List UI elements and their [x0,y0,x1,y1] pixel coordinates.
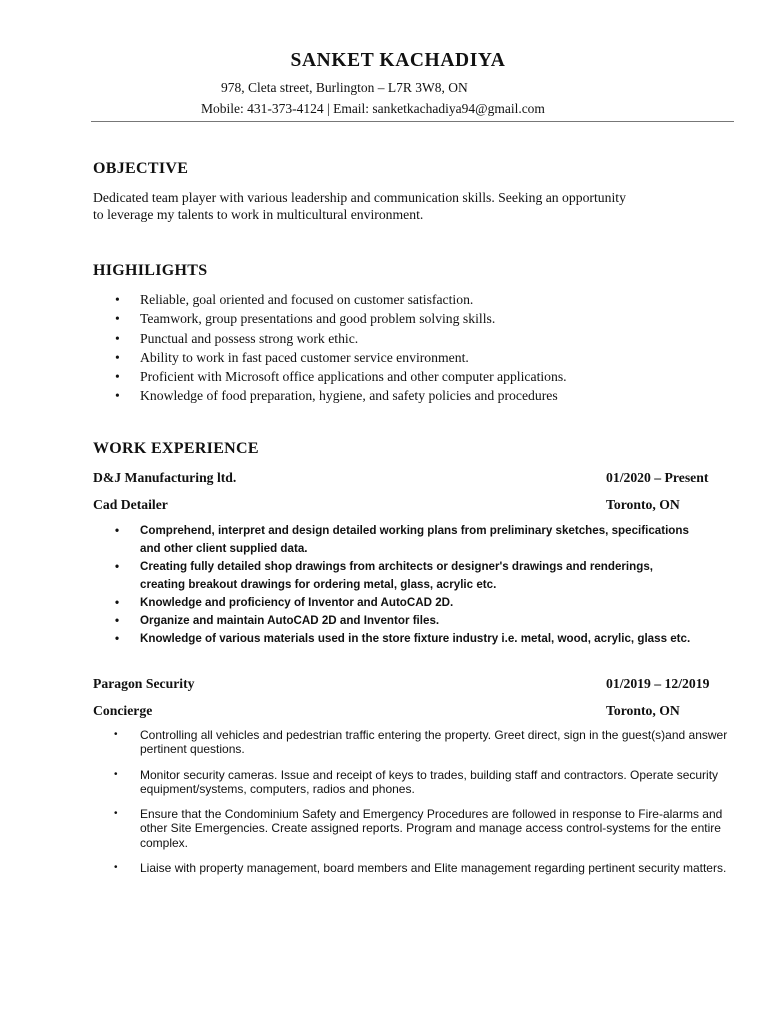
job-company: Paragon Security [93,676,195,691]
highlights-heading: HIGHILIGHTS [93,262,208,279]
list-item [115,594,700,612]
highlight-text: Ability to work in fast paced customer service environment. [140,349,469,365]
duty-text: Comprehend, interpret and design detailed working plans from preliminary sketches, specifications and other client supplied data. [140,524,689,555]
list-item [114,861,735,876]
list-item [115,310,567,329]
highlights-list [115,291,567,407]
list-item [115,291,567,310]
list-item [115,330,567,349]
list-item [115,612,700,630]
job-duties-list [115,522,700,648]
list-item [115,522,700,558]
list-item [115,558,700,594]
bullet-icon: • [115,560,120,573]
job-title: Concierge [93,703,153,718]
bullet-icon: • [115,632,120,645]
bullet-icon: • [115,614,120,627]
duty-text: Ensure that the Condominium Safety and Emergency Procedures are followed in response to Fire-alarms and other Site Emergencies. Create assigned reports. Program and manage access control-systems for the entire complex. [140,807,723,850]
duty-text: Controlling all vehicles and pedestrian traffic entering the property. Greet direct, sign in the guest(s)and answer pertinent questions. [140,728,728,757]
bullet-icon: • [115,369,120,385]
bullet-icon: • [115,524,120,537]
duty-text: Monitor security cameras. Issue and receipt of keys to trades, building staff and contractors. Operate security equipment/systems, computers, radios and phones. [140,767,719,796]
job-location: Toronto, ON [606,703,680,718]
header-divider [91,121,734,122]
job-location: Toronto, ON [606,497,680,512]
highlight-text: Proficient with Microsoft office applications and other computer applications. [140,369,567,385]
list-item [115,387,567,406]
duty-text: Knowledge and proficiency of Inventor and AutoCAD 2D. [140,596,454,609]
duty-text: Organize and maintain AutoCAD 2D and Inventor files. [140,614,440,627]
list-item [114,807,735,850]
contact-line: Mobile: 431-373-4124 | Email: sanketkachadiya94@gmail.com [201,101,545,116]
list-item [115,630,700,648]
list-item [114,728,735,757]
list-item [114,767,735,797]
bullet-icon: • [115,330,120,346]
job-dates: 01/2020 – Present [606,470,709,485]
highlight-text: Teamwork, group presentations and good problem solving skills. [140,311,496,327]
bullet-icon: • [115,596,120,609]
bullet-icon: • [115,311,120,327]
duty-text: Liaise with property management, board members and Elite management regarding pertinent security matters. [140,861,727,876]
highlight-text: Knowledge of food preparation, hygiene, and safety policies and procedures [140,388,558,404]
duty-text: Creating fully detailed shop drawings from architects or designer's drawings and renderings, creating breakout drawings for ordering metal, glass, acrylic etc. [140,560,653,591]
objective-line-1: Dedicated team player with various leadership and communication skills. Seeking an opportunity [93,190,626,205]
objective-heading: OBJECTIVE [93,160,189,177]
job-title: Cad Detailer [93,497,168,512]
list-item [115,349,567,368]
job-duties-list [114,728,735,886]
job-company: D&J Manufacturing ltd. [93,470,237,485]
highlight-text: Punctual and possess strong work ethic. [140,330,359,346]
bullet-icon: • [114,768,118,780]
job-dates: 01/2019 – 12/2019 [606,676,710,691]
highlight-text: Reliable, goal oriented and focused on customer satisfaction. [140,292,474,307]
bullet-icon: • [115,388,120,404]
bullet-icon: • [114,808,118,820]
address-line: 978, Cleta street, Burlington – L7R 3W8, ON [221,80,468,95]
bullet-icon: • [114,729,118,740]
work-experience-heading: WORK EXPERIENCE [93,440,259,457]
bullet-icon: • [115,349,120,365]
list-item [115,368,567,387]
bullet-icon: • [114,862,118,874]
candidate-name: SANKET KACHADIYA [290,50,506,71]
objective-line-2: to leverage my talents to work in multicultural environment. [93,207,424,222]
duty-text: Knowledge of various materials used in the store fixture industry i.e. metal, wood, acrylic, glass etc. [140,632,691,645]
bullet-icon: • [115,292,120,307]
